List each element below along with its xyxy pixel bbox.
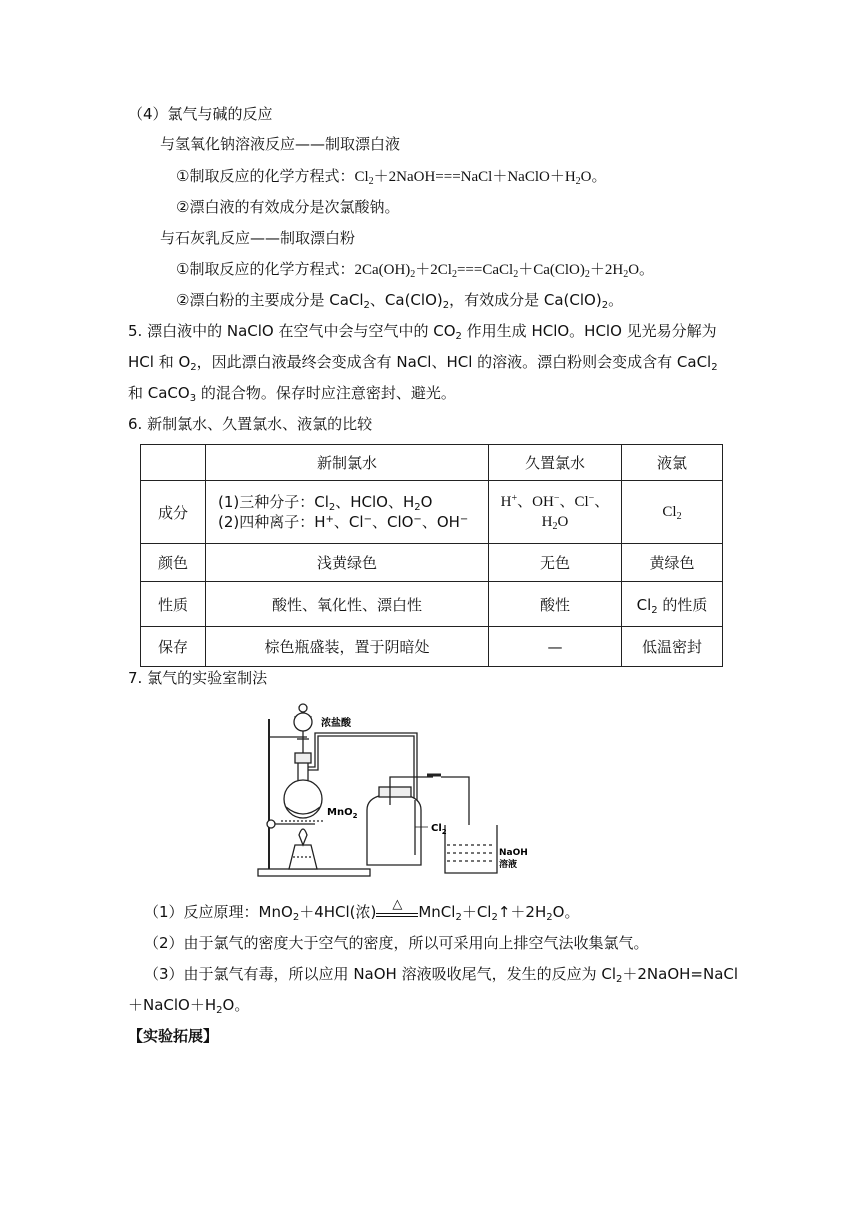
- cell-fresh-composition: (1)三种分子：$Cl_2$、HClO、$H_2O$ (2)四种离子：H+、Cl−、ClO−、OH−: [206, 481, 489, 544]
- beaker-shape: [445, 825, 497, 873]
- cell-aged-composition: H+、OH−、Cl−、 $H_2O$: [489, 481, 622, 544]
- naoh-reaction-heading: 与氢氧化钠溶液反应——制取漂白液: [160, 135, 401, 153]
- collection-method: （2）由于氯气的密度大于空气的密度，所以可采用向上排空气法收集氯气。: [144, 934, 649, 952]
- item7-title: 7. 氯气的实验室制法: [128, 669, 268, 687]
- table-row-color: [141, 544, 723, 582]
- row-label-property: 性质: [141, 582, 206, 627]
- header-aged-chlorine-water: 久置氯水: [489, 445, 622, 481]
- cell-fresh-property: 酸性、氧化性、漂白性: [206, 582, 489, 627]
- tail-gas-absorption-line2: $+NaClO+H_2O$。: [128, 996, 250, 1016]
- gas-bottle-shape: [367, 795, 421, 865]
- row-label-color: 颜色: [141, 544, 206, 582]
- cell-aged-color: 无色: [489, 544, 622, 582]
- funnel-bulb-shape: [294, 713, 312, 731]
- cell-liquid-color: 黄绿色: [622, 544, 723, 582]
- cell-liquid-property: $Cl_2$ 的性质: [622, 582, 723, 627]
- reaction-principle: （1）反应原理：MnO$_2$＋4HCl(浓) △ $MnCl_2+Cl_2↑+2H_2O$。: [144, 897, 580, 923]
- cell-fresh-color: 浅黄绿色: [206, 544, 489, 582]
- row-label-storage: 保存: [141, 627, 206, 667]
- item5-line1: 5. 漂白液中的 NaClO 在空气中会与空气中的 $CO_2$ 作用生成 HClO。HClO 见光易分解为: [128, 322, 717, 342]
- item5-line2: HCl 和 $O_2$，因此漂白液最终会变成含有 NaCl、HCl 的溶液。漂白粉则会变成含有 CaCl$_2$: [128, 353, 718, 373]
- row-label-composition: 成分: [141, 481, 206, 544]
- label-mno2: MnO$_2$: [327, 807, 358, 820]
- cell-liquid-composition: $Cl_2$: [622, 481, 723, 544]
- item6-title: 6. 新制氯水、久置氯水、液氯的比较: [128, 415, 373, 433]
- cell-liquid-storage: 低温密封: [622, 627, 723, 667]
- stand-base-shape: [258, 869, 370, 876]
- table-header-row: [141, 445, 723, 481]
- comparison-table: [140, 444, 723, 667]
- experiment-extension-heading: 【实验拓展】: [128, 1027, 219, 1045]
- label-naoh: NaOH: [499, 848, 528, 858]
- header-empty: [141, 445, 206, 481]
- table-row-property: [141, 582, 723, 627]
- header-fresh-chlorine-water: 新制氯水: [206, 445, 489, 481]
- cell-aged-property: 酸性: [489, 582, 622, 627]
- label-solution: 溶液: [499, 860, 518, 870]
- item5-line3: 和 CaCO$_3$ 的混合物。保存时应注意密封、避光。: [128, 384, 456, 404]
- round-flask-shape: [284, 780, 322, 818]
- section4-title: （4）氯气与碱的反应: [128, 105, 273, 123]
- lime-reaction-heading: 与石灰乳反应——制取漂白粉: [160, 229, 356, 247]
- heating-condition-arrow: △: [376, 904, 418, 917]
- cell-fresh-storage: 棕色瓶盛装，置于阴暗处: [206, 627, 489, 667]
- bleach-liquid-effective: ②漂白液的有效成分是次氯酸钠。: [176, 198, 400, 216]
- label-conc-hcl: 浓盐酸: [321, 718, 351, 729]
- table-row-storage: [141, 627, 723, 667]
- bleach-powder-components: ②漂白粉的主要成分是 CaCl$_2$、$Ca(ClO)_2$，有效成分是 $Ca(ClO)_2$。: [176, 291, 624, 311]
- lime-equation: ①制取反应的化学方程式：$2Ca(OH)_2+2Cl_2===CaCl_2+Ca(ClO)_2+2H_2O$。: [176, 260, 655, 280]
- naoh-equation: ①制取反应的化学方程式：$Cl_2+2NaOH===NaCl+NaClO+H_2O$。: [176, 167, 607, 187]
- header-liquid-chlorine: 液氯: [622, 445, 723, 481]
- cell-aged-storage: —: [489, 627, 622, 667]
- tail-gas-absorption-line1: （3）由于氯气有毒，所以应用 NaOH 溶液吸收尾气，发生的反应为 $Cl_2+2NaOH=NaCl$: [144, 965, 739, 985]
- chlorine-apparatus-diagram: [255, 695, 535, 885]
- label-cl2: $Cl_2$: [431, 823, 447, 836]
- table-row-composition: [141, 481, 723, 544]
